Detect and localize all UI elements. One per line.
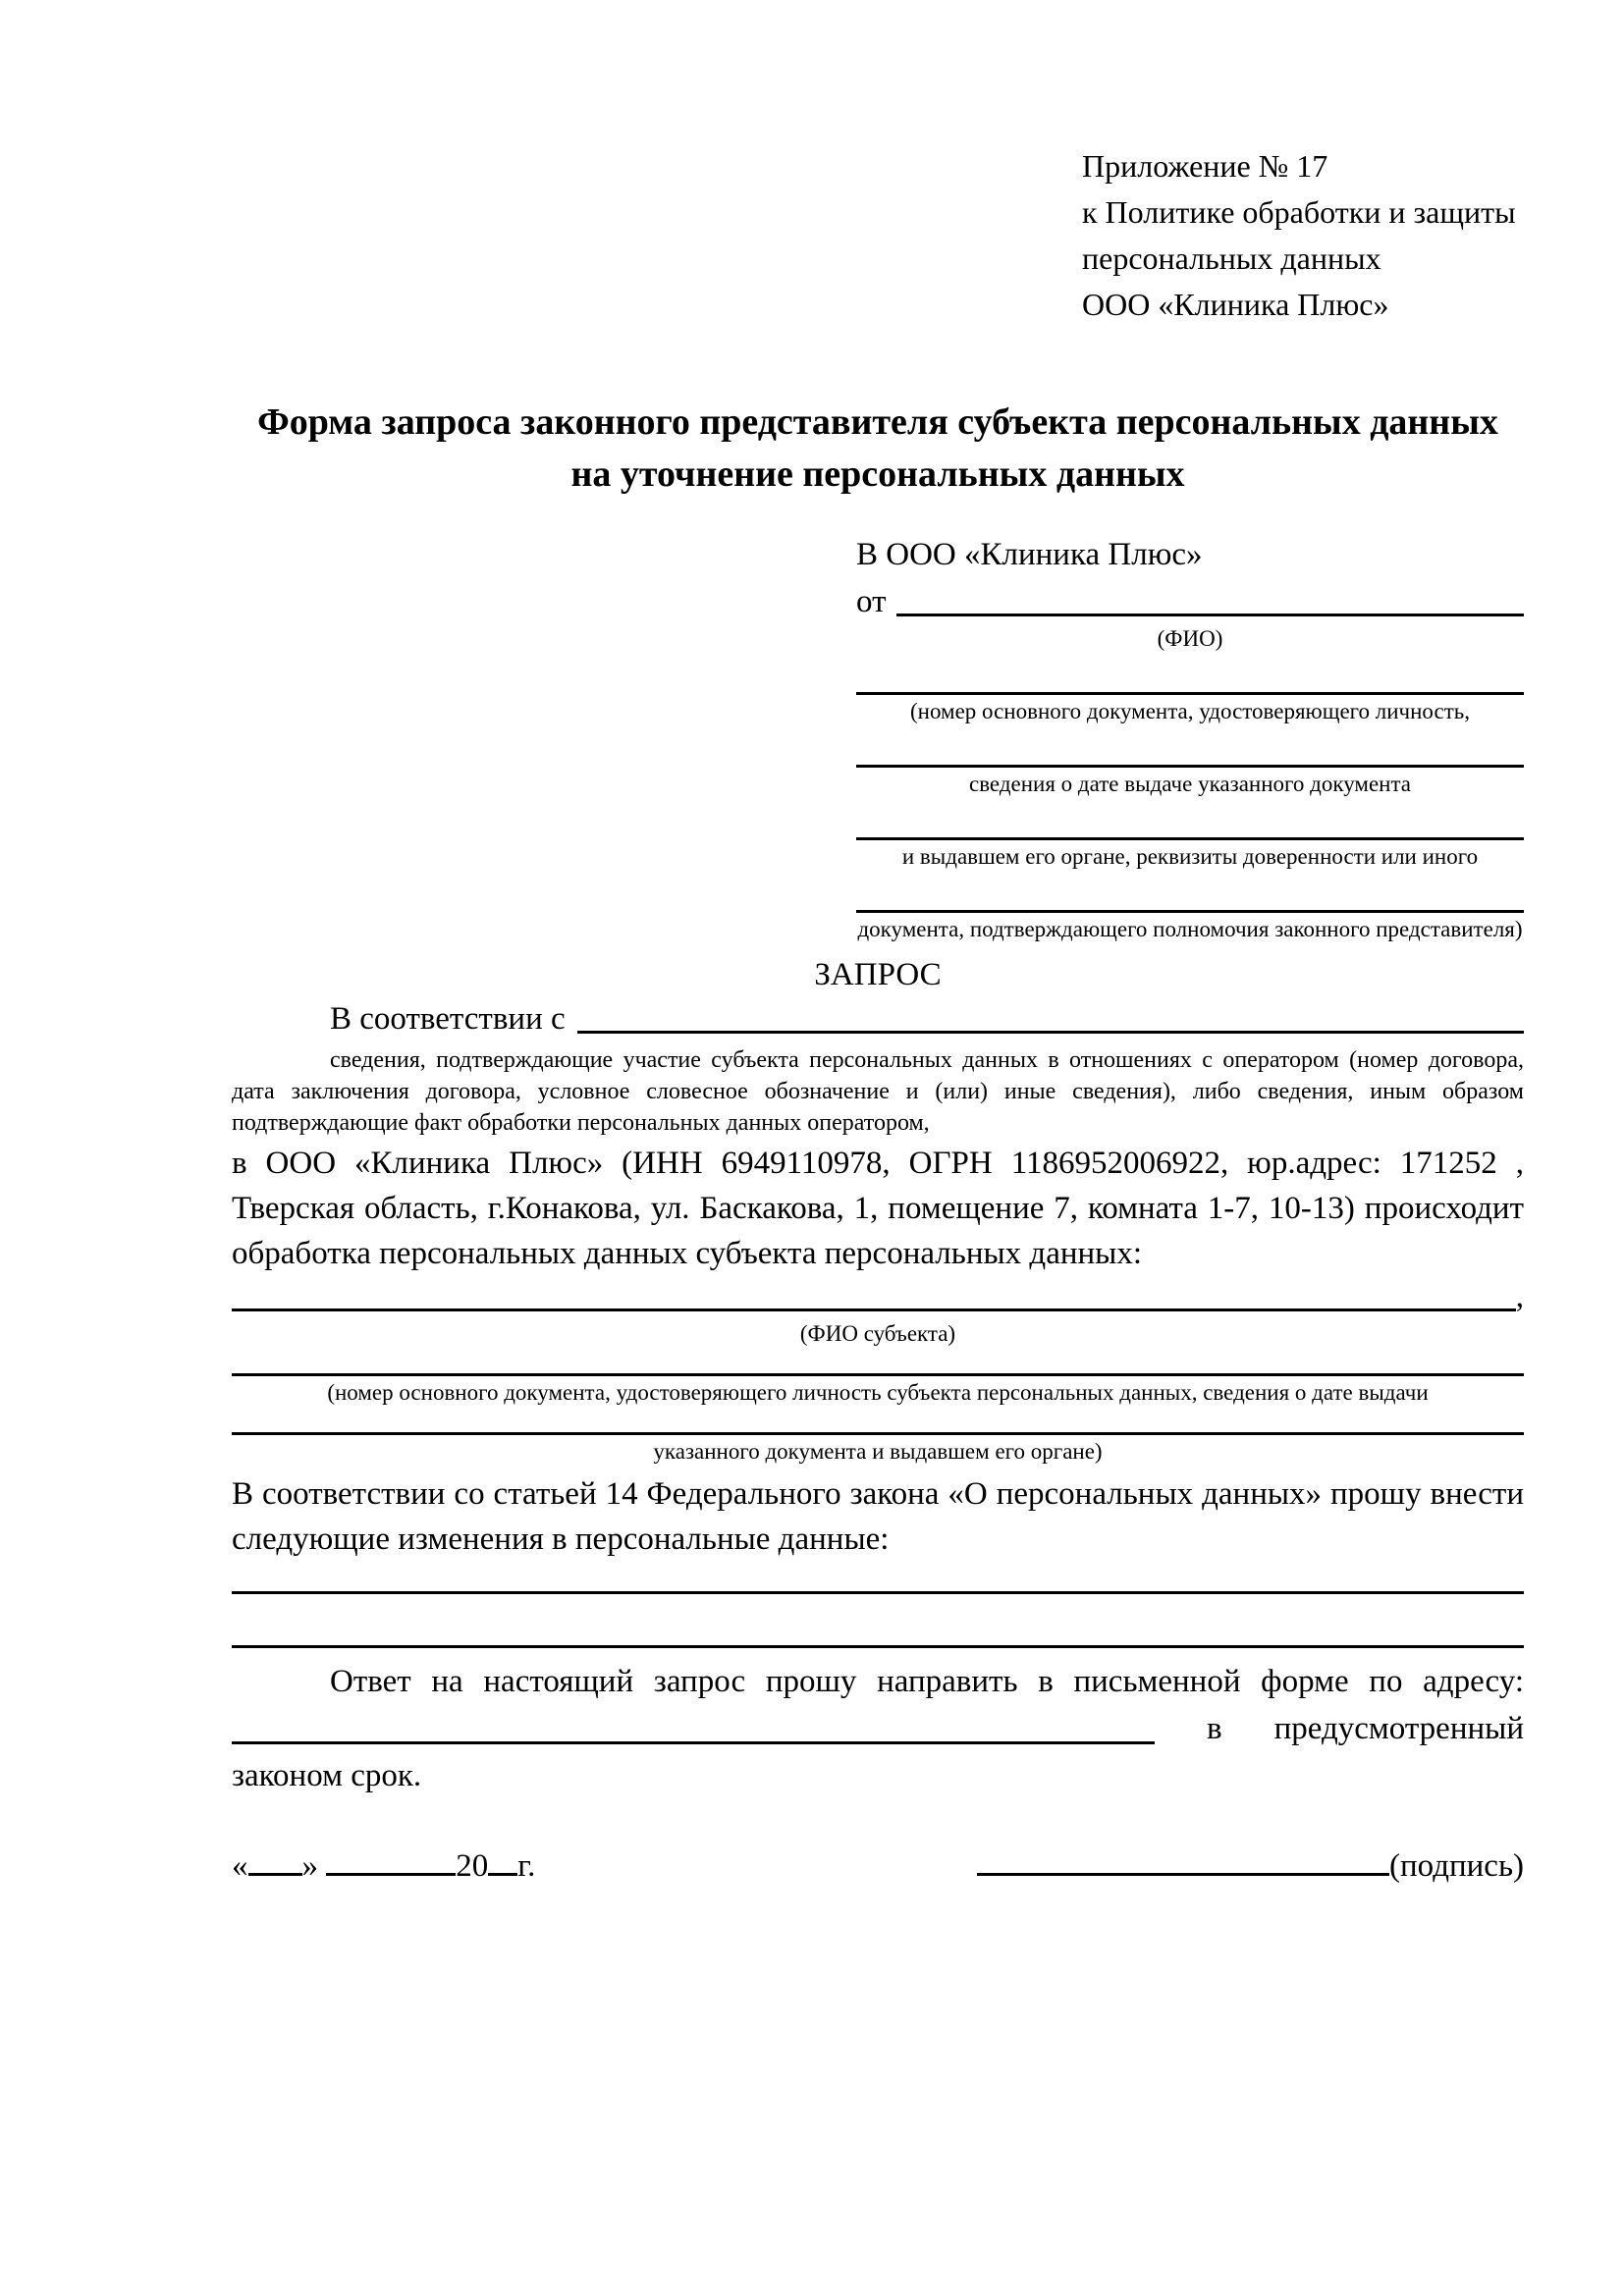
basis-blank-line [577,1030,1524,1034]
intro-footnote: сведения, подтверждающие участие субъекта персональных данных в отношениях с оператором (номер договора, дата заключения договора, условное словесное обозначение и (или) иные сведения), либо сведения, иным образом подтверждающие факт обработки персональных данных оператором, [232,1047,1524,1136]
document-title [232,397,1524,501]
date-month-blank [326,1869,456,1876]
reply-address-blank-line [232,1741,1155,1744]
reply-paragraph-tail: законом срок. [232,1758,422,1793]
fio-caption: (ФИО) [1157,626,1223,651]
representative-fio-blank-line [896,613,1525,616]
subject-doc-blank-line-1 [232,1348,1524,1376]
reply-paragraph-line2 [232,1707,1524,1750]
representative-doc-blank-line-4 [856,881,1524,913]
representative-doc-blank-line-2 [856,735,1524,768]
trailing-comma: , [1515,1279,1524,1314]
document-content [232,0,1524,1888]
addressee-block [856,534,1524,943]
appendix-policy-line: к Политике обработки и защиты [1082,194,1516,230]
date-year-prefix: 20 [456,1848,489,1884]
subject-doc-caption-line2: указанного документа и выдавшем его органе) [653,1439,1103,1464]
date-year-suffix: г. [517,1848,536,1884]
from-label: от [856,584,887,619]
representative-doc-blank-line-1 [856,663,1524,695]
subject-fio-blank-line [232,1308,1516,1311]
representative-doc-caption-3: и выдавшем его органе, реквизиты доверенности или иного [901,844,1479,869]
intro-label: В соответствии с [330,1001,566,1037]
date-day-blank [248,1869,302,1876]
from-row [856,581,1524,622]
date-field [232,1844,535,1888]
date-open-quote: « [232,1848,248,1884]
request-heading: ЗАПРОС [814,957,942,992]
document-title-line2: на уточнение персональных данных [570,454,1185,495]
changes-blank-line-2 [232,1594,1524,1648]
reply-word-predusmotrenny: предусмотренный [1273,1711,1524,1746]
appendix-policy-line2: персональных данных [1082,240,1381,276]
subject-fio-caption: (ФИО субъекта) [799,1321,956,1346]
signature-blank-line [977,1869,1389,1876]
signature-caption: (подпись) [1389,1848,1524,1884]
operator-paragraph: в ООО «Клиника Плюс» (ИНН 6949110978, ОГРН 1186952006922, юр.адрес: 171252 , Тверская область, г.Конакова, ул. Баскакова, 1, помещение 7, комната 1-7, 10-13) происходит обработка персональных данных субъекта персональных данных: [232,1146,1524,1271]
representative-doc-caption-2: сведения о дате выдаче указанного документа [968,772,1412,796]
appendix-number-line: Приложение № 17 [1082,148,1328,184]
representative-doc-caption-4: документа, подтверждающего полномочия законного представителя) [857,917,1523,941]
representative-doc-group-1 [856,663,1524,725]
intro-row [232,998,1524,1040]
subject-doc-caption-line1: (номер основного документа, удостоверяющего личность субъекта персональных данных, сведения о дате выдачи [327,1380,1429,1405]
representative-doc-caption-1: (номер основного документа, удостоверяющего личность, [909,699,1470,723]
representative-doc-blank-line-3 [856,808,1524,840]
reply-paragraph-line1: Ответ на настоящий запрос прошу направить в письменной форме по адресу: [330,1664,1524,1699]
law-paragraph: В соответствии со статьей 14 Федерального закона «О персональных данных» прошу внести следующие изменения в персональные данные: [232,1476,1524,1557]
subject-fio-row [232,1276,1524,1317]
document-title-line1: Форма запроса законного представителя субъекта персональных данных [257,401,1498,443]
subject-doc-blank-line-2 [232,1407,1524,1435]
appendix-organization-line: ООО «Клиника Плюс» [1082,287,1389,322]
date-close-quote: » [301,1848,318,1884]
representative-doc-group-2 [856,735,1524,798]
date-year-blank [488,1869,517,1876]
representative-doc-group-4 [856,881,1524,943]
appendix-header [1082,143,1524,328]
representative-doc-group-3 [856,808,1524,871]
addressee-organization: В ООО «Клиника Плюс» [856,537,1203,572]
reply-word-v: в [1207,1711,1222,1746]
date-signature-row [232,1844,1524,1888]
signature-field [977,1844,1524,1888]
